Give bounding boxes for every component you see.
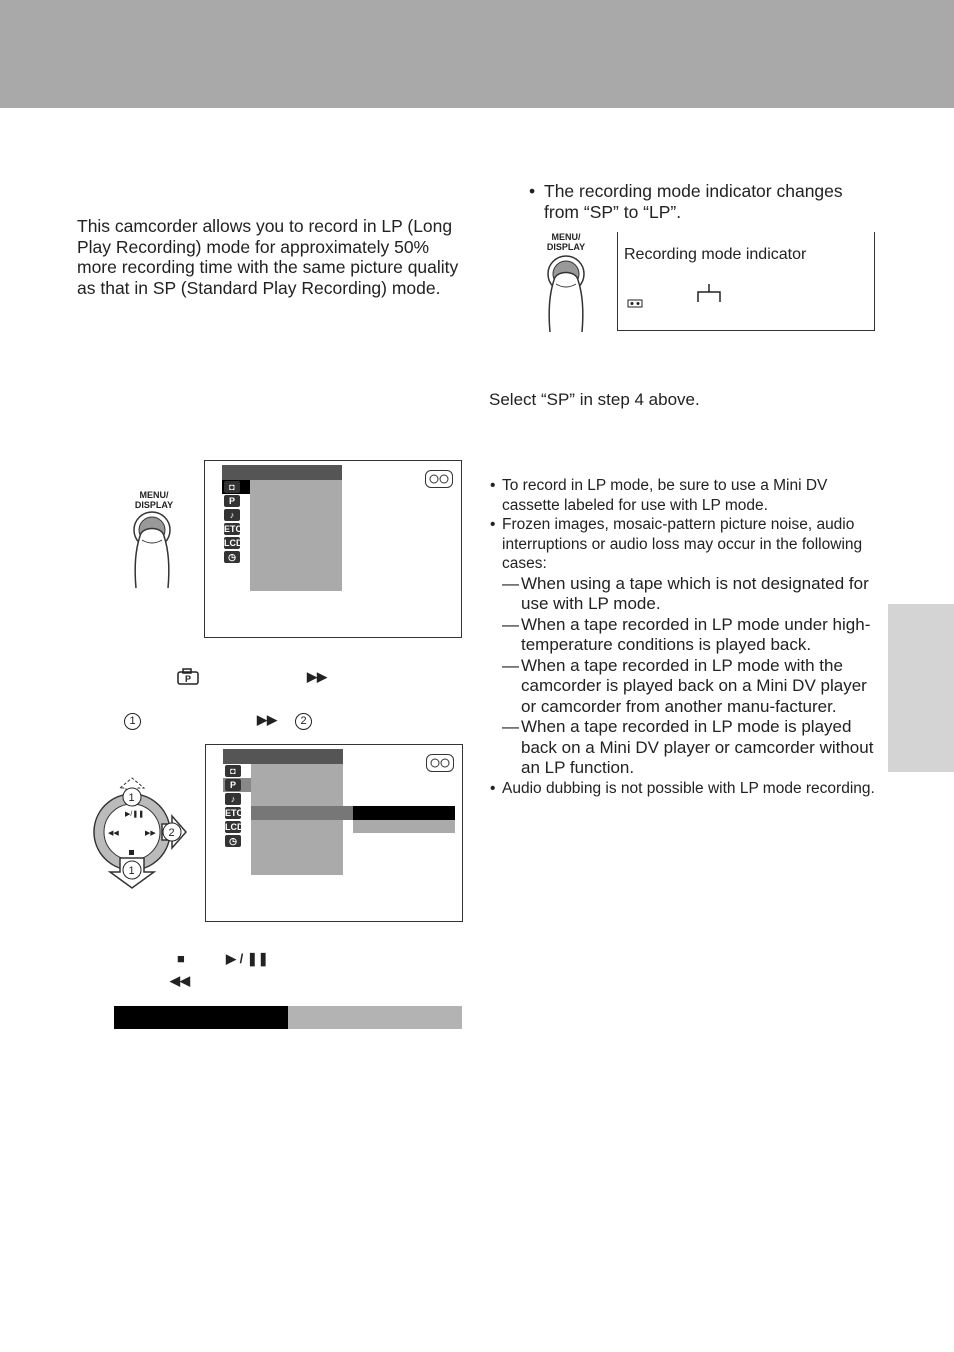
menu-title-bar bbox=[223, 749, 343, 764]
tape-reels-icon bbox=[427, 755, 453, 771]
tape-reels-icon bbox=[426, 471, 452, 487]
microphone-icon: ♪ bbox=[224, 509, 240, 521]
fast-forward-glyph: ▶▶ bbox=[307, 669, 327, 684]
indicator-note: • The recording mode indicator changes from “SP” to “LP”. bbox=[529, 181, 874, 223]
finger-press-icon bbox=[130, 490, 190, 594]
indicator-note-text: The recording mode indicator changes from “SP” to “LP”. bbox=[544, 181, 843, 222]
menu-display-press-illustration-1 bbox=[540, 232, 600, 336]
camera-settings-icon: P bbox=[224, 495, 240, 507]
indicator-pointer-icon bbox=[618, 232, 874, 330]
note-text: Audio dubbing is not possible with LP mode recording. bbox=[502, 779, 875, 797]
menu-display-press-illustration-2 bbox=[130, 490, 190, 594]
sub-note-item: — When a tape recorded in LP mode is played back on a Mini DV player or camcorder without an LP function. bbox=[502, 717, 874, 777]
submenu-option bbox=[353, 820, 455, 833]
note-text: Frozen images, mosaic-pattern picture noise, audio interruptions or audio loss may occur in the following cases: bbox=[502, 516, 863, 572]
tape-icon bbox=[425, 470, 453, 488]
fast-forward-glyph: ▶▶ bbox=[257, 712, 277, 727]
step-circle-2 bbox=[295, 711, 312, 730]
clock-icon: ◷ bbox=[224, 551, 240, 563]
note-item: • Audio dubbing is not possible with LP mode recording. bbox=[490, 779, 875, 797]
sub-note-text: When using a tape which is not designated for use with LP mode. bbox=[521, 573, 869, 613]
menu-screen-2 bbox=[205, 744, 463, 922]
rewind-glyph: ◀◀ bbox=[170, 973, 190, 988]
finger-press-icon bbox=[540, 232, 600, 336]
menu-title-bar bbox=[222, 465, 342, 480]
svg-text:2: 2 bbox=[168, 827, 175, 839]
camera-settings-icon bbox=[176, 667, 200, 685]
header-band bbox=[0, 0, 954, 108]
camera-settings-icon: P bbox=[225, 779, 241, 791]
table-header-left bbox=[114, 1006, 288, 1029]
svg-text:1: 1 bbox=[128, 792, 135, 804]
display-label: DISPLAY bbox=[134, 500, 174, 510]
circle-1-label: 1 bbox=[124, 713, 141, 730]
menu-screen-1 bbox=[204, 460, 462, 638]
notes-list bbox=[490, 476, 880, 798]
sub-note-text: When a tape recorded in LP mode under high-temperature conditions is played back. bbox=[521, 614, 871, 654]
display-label: DISPLAY bbox=[546, 242, 586, 252]
submenu-selected-option bbox=[353, 806, 455, 820]
etc-icon: ETC bbox=[225, 808, 243, 818]
lcd-icon: LCD bbox=[224, 538, 243, 548]
svg-text:P: P bbox=[185, 674, 192, 684]
sub-note-item: — When using a tape which is not designated for use with LP mode. bbox=[502, 573, 869, 613]
menu-options-column bbox=[250, 480, 342, 591]
intro-paragraph: This camcorder allows you to record in LP (Long Play Recording) mode for approximately 50% more recording time with the same picture quality as that in SP (Standard Play Recording) mode. bbox=[77, 216, 459, 298]
camera-settings-glyph bbox=[176, 667, 200, 690]
menu-selected-row bbox=[251, 806, 353, 820]
recording-mode-screen bbox=[617, 232, 875, 331]
operation-dial-illustration bbox=[92, 772, 196, 892]
svg-text:▶▶: ▶▶ bbox=[145, 830, 156, 837]
note-item: • To record in LP mode, be sure to use a Mini DV cassette labeled for use with LP mode. bbox=[490, 477, 828, 514]
cancel-lp-text: Select “SP” in step 4 above. bbox=[489, 390, 700, 409]
circle-2-label: 2 bbox=[295, 713, 312, 730]
etc-icon: ETC bbox=[224, 524, 242, 534]
microphone-icon: ♪ bbox=[225, 793, 241, 805]
lcd-icon: LCD bbox=[225, 822, 244, 832]
note-item: • Frozen images, mosaic-pattern picture noise, audio interruptions or audio loss may occur in the following cases: bbox=[490, 516, 863, 572]
tape-icon bbox=[426, 754, 454, 772]
svg-text:◀◀: ◀◀ bbox=[108, 830, 119, 837]
sub-note-item: — When a tape recorded in LP mode under high-temperature conditions is played back. bbox=[502, 614, 871, 654]
clock-icon: ◷ bbox=[225, 835, 241, 847]
play-pause-glyph: ▶ / ❚❚ bbox=[226, 951, 269, 966]
svg-text:1: 1 bbox=[128, 865, 135, 877]
camera-icon: ◘ bbox=[224, 481, 240, 493]
stop-glyph: ■ bbox=[177, 951, 185, 966]
sub-note-text: When a tape recorded in LP mode is played back on a Mini DV player or camcorder without an LP function. bbox=[521, 717, 874, 777]
menu-label: MENU/ bbox=[551, 232, 581, 242]
section-side-tab bbox=[888, 604, 954, 772]
table-header-right bbox=[288, 1006, 462, 1029]
recording-mode-label: Recording mode indicator bbox=[624, 246, 807, 263]
camera-icon: ◘ bbox=[225, 765, 241, 777]
dial-arrows-icon bbox=[92, 772, 196, 892]
menu-label: MENU/ bbox=[139, 490, 169, 500]
note-text: To record in LP mode, be sure to use a Mini DV cassette labeled for use with LP mode. bbox=[502, 477, 828, 514]
sub-note-text: When a tape recorded in LP mode with the camcorder is played back on a Mini DV player or camcorder from another manu-facturer. bbox=[521, 655, 867, 716]
sub-note-item: — When a tape recorded in LP mode with the camcorder is played back on a Mini DV player or camcorder from another manu-facturer. bbox=[502, 655, 867, 716]
step-circle-1 bbox=[124, 711, 141, 730]
svg-text:▶/❚❚: ▶/❚❚ bbox=[125, 811, 145, 818]
